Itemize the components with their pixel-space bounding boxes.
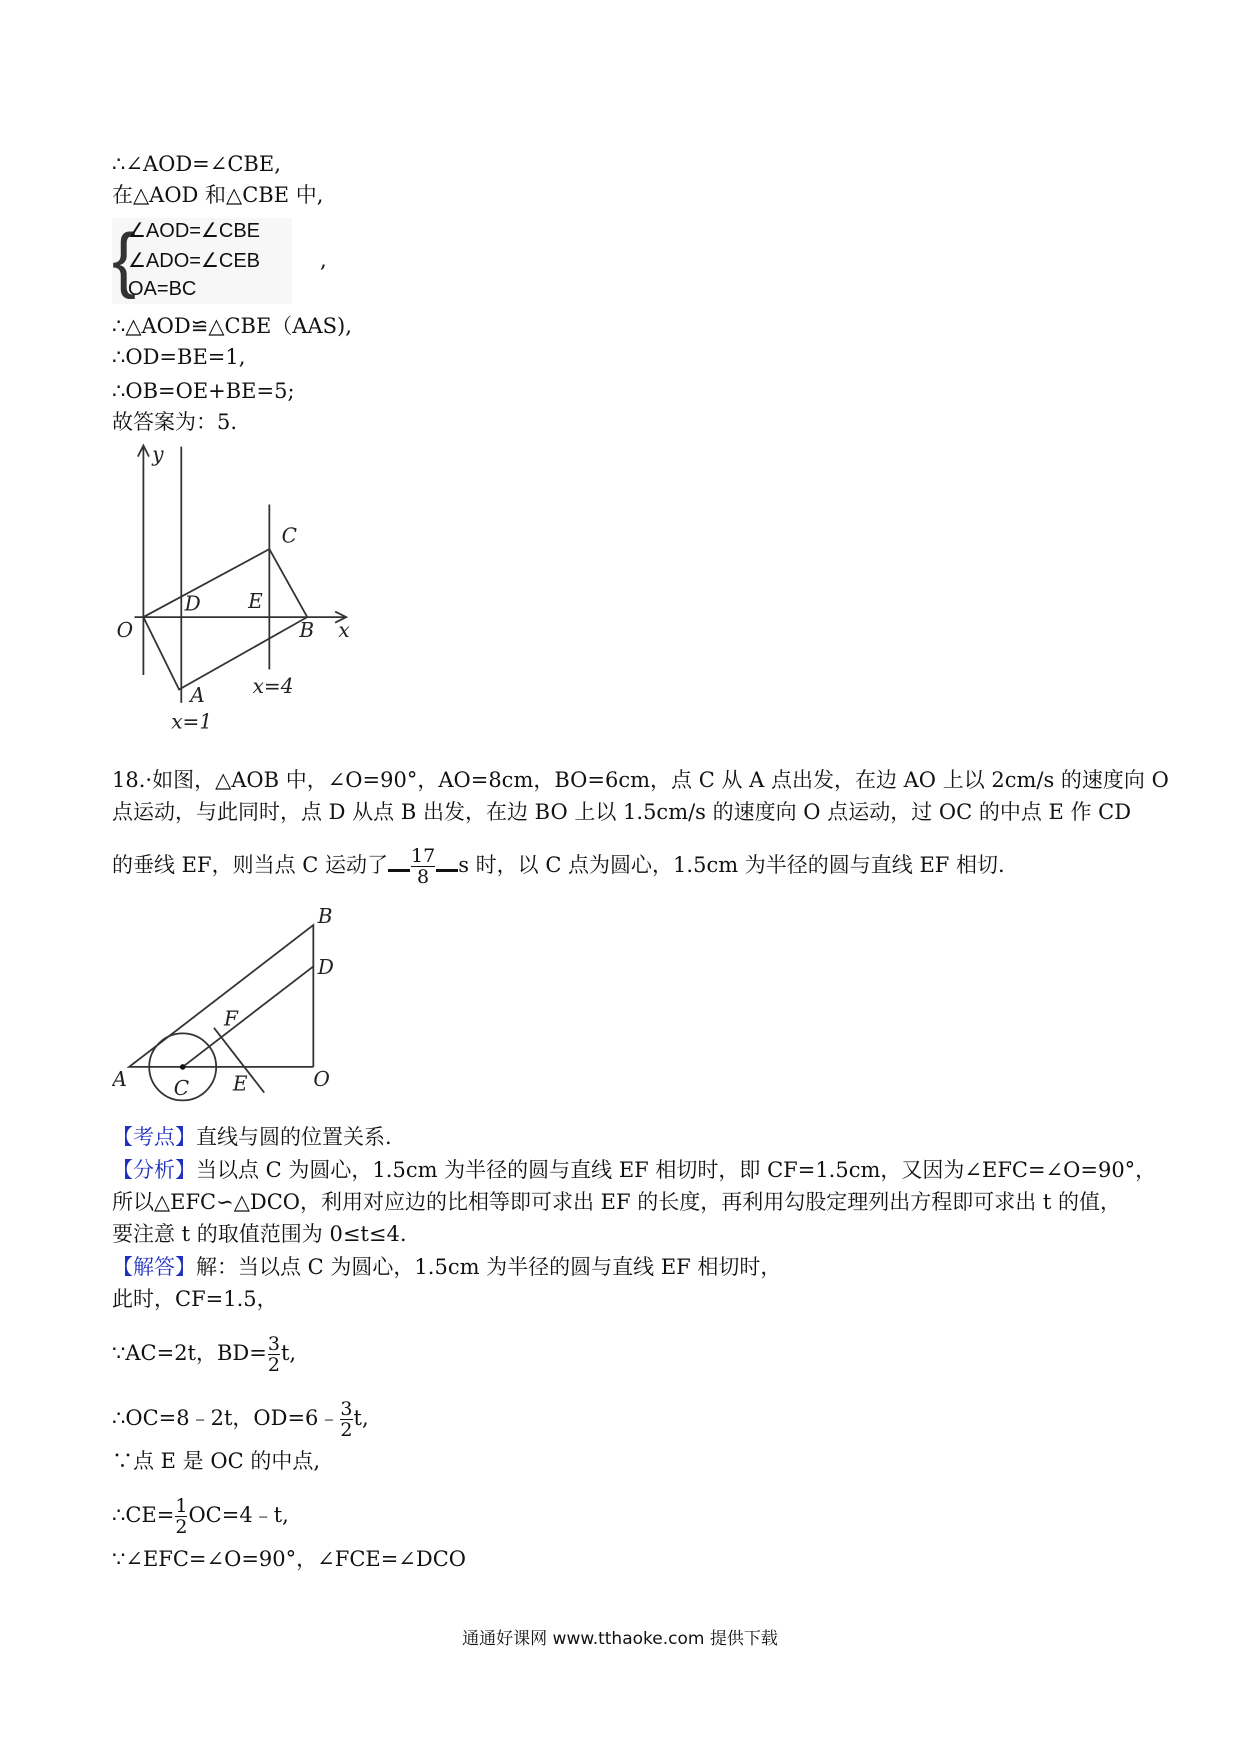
text-line: 在△AOD 和△CBE 中, (112, 183, 324, 207)
numerator: 3 (340, 1398, 353, 1420)
text-line: ∴OB=OE+BE=5; (112, 379, 295, 403)
brace-symbol: { (112, 220, 137, 300)
label-F: F (224, 1006, 238, 1031)
numerator: 17 (411, 845, 436, 867)
math-line (112, 1334, 296, 1375)
blank (436, 869, 458, 872)
text-line: ∴OD=BE=1, (112, 345, 246, 369)
system-line: OA=BC (128, 278, 197, 300)
denominator: 8 (417, 866, 430, 888)
numerator: 3 (267, 1333, 280, 1355)
text-line: ∴∠AOD=∠CBE, (112, 152, 281, 176)
text-line: 故答案为：5. (112, 410, 238, 434)
tag-fenxi: 【分析】 (112, 1158, 196, 1182)
label-C: C (173, 1075, 190, 1100)
label-x4: x=4 (252, 673, 294, 698)
label-x1: x=1 (171, 709, 213, 733)
text: 直线与圆的位置关系. (196, 1125, 392, 1149)
denominator: 2 (175, 1516, 188, 1538)
text-line: 所以△EFC∽△DCO，利用对应边的比相等即可求出 EF 的长度，再利用勾股定理列出方程即可求出 t 的值， (112, 1190, 1122, 1214)
text: 解：当以点 C 为圆心，1.5cm 为半径的圆与直线 EF 相切时， (196, 1255, 782, 1279)
label-D: D (317, 955, 334, 980)
text-line: ∵∠EFC=∠O=90°，∠FCE=∠DCO (112, 1547, 467, 1571)
question-line (112, 846, 1005, 887)
denominator: 2 (340, 1419, 353, 1441)
text: ∴OC=8﹣2t，OD=6﹣ (112, 1406, 340, 1430)
text: ∴CE= (112, 1503, 175, 1527)
label-A: A (112, 1066, 127, 1091)
math-line (112, 1399, 369, 1440)
system-comma: , (320, 248, 327, 272)
segment-CD (183, 966, 314, 1066)
triangle-figure (112, 905, 336, 1106)
fraction (175, 1496, 187, 1537)
fraction (268, 1334, 280, 1375)
text: t, (353, 1406, 369, 1430)
label-O: O (116, 618, 134, 643)
fenxi-line (112, 1156, 1156, 1184)
jieda-line (112, 1253, 781, 1281)
footer-watermark: 通通好课网 www.tthaoke.com 提供下载 (462, 1629, 778, 1649)
tag-jieda: 【解答】 (112, 1255, 196, 1279)
system-line: ∠AOD=∠CBE (128, 220, 261, 242)
label-B: B (317, 905, 333, 928)
text-line: 要注意 t 的取值范围为 0≤t≤4. (112, 1222, 407, 1246)
label-A: A (190, 682, 205, 707)
label-B: B (299, 618, 315, 643)
text: ∵AC=2t，BD= (112, 1341, 267, 1365)
text: OC=4﹣t, (188, 1503, 289, 1527)
math-line (112, 1496, 289, 1537)
question-line: 点运动，与此同时，点 D 从点 B 出发，在边 BO 上以 1.5cm/s 的速度向 O 点运动，过 OC 的中点 E 作 CD (112, 800, 1132, 824)
center-point (180, 1064, 186, 1070)
quadrilateral-OCBA (143, 549, 307, 689)
text-line: ∵点 E 是 OC 的中点, (112, 1449, 320, 1473)
kaodian-line (112, 1123, 392, 1151)
coordinate-figure (112, 441, 352, 733)
blank (388, 869, 410, 872)
numerator: 1 (175, 1495, 188, 1517)
label-C: C (281, 523, 297, 548)
label-x: x (338, 618, 350, 643)
label-D: D (184, 591, 201, 616)
equation-system (112, 218, 292, 304)
question-line: 18.·如图，△AOB 中，∠O=90°，AO=8cm，BO=6cm，点 C 从 A 点出发，在边 AO 上以 2cm/s 的速度向 O (112, 768, 1169, 792)
fraction (340, 1399, 352, 1440)
label-E: E (232, 1071, 248, 1096)
text-line: 此时，CF=1.5， (112, 1287, 278, 1311)
system-line: ∠ADO=∠CEB (128, 250, 261, 272)
text-line: ∴△AOD≌△CBE（AAS), (112, 314, 352, 338)
denominator: 2 (267, 1354, 280, 1376)
text: 的垂线 EF，则当点 C 运动了 (112, 853, 388, 877)
answer-fraction (411, 846, 435, 887)
text: 当以点 C 为圆心，1.5cm 为半径的圆与直线 EF 相切时，即 CF=1.5cm，又因为∠EFC=∠O=90°， (196, 1158, 1157, 1182)
text: t, (280, 1341, 297, 1365)
label-y: y (152, 442, 164, 467)
label-O: O (313, 1066, 330, 1091)
tag-kaodian: 【考点】 (112, 1125, 196, 1149)
label-E: E (248, 589, 263, 614)
text: s 时，以 C 点为圆心，1.5cm 为半径的圆与直线 EF 相切. (458, 853, 1005, 877)
